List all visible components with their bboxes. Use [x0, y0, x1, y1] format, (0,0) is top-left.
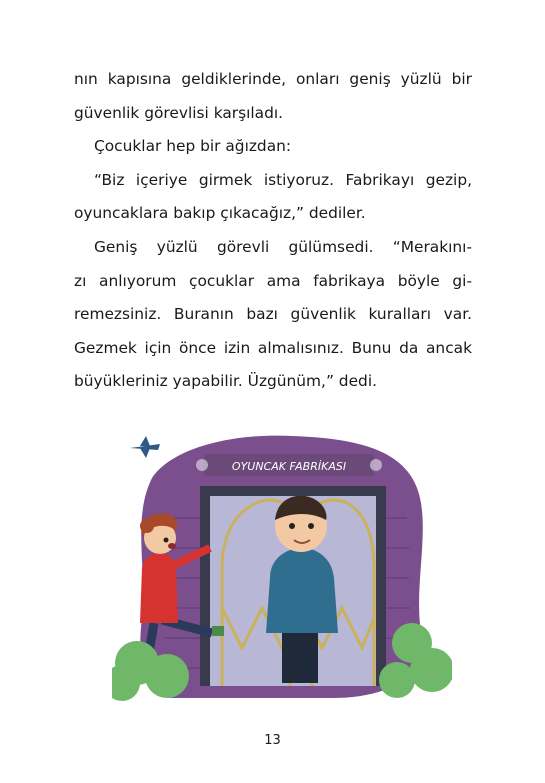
story-line: büyükleriniz yapabilir. Üzgünüm,” dedi. [74, 372, 377, 391]
sign-text: OYUNCAK FABRİKASI [231, 460, 347, 473]
story-line: zı anlıyorum çocuklar ama fabrikaya böyle gi- [74, 271, 472, 290]
story-line: Çocuklar hep bir ağızdan: [94, 137, 292, 156]
story-line: remezsiniz. Buranın bazı güvenlik kuralları var. [74, 305, 472, 324]
story-line: güvenlik görevlisi karşıladı. [74, 103, 284, 122]
airplane-icon [130, 436, 160, 458]
story-text [74, 63, 472, 399]
story-line: “Biz içeriye girmek istiyoruz. Fabrikayı gezip, [94, 170, 472, 189]
story-line: nın kapısına geldiklerinde, onları geniş yüzlü bir [74, 70, 472, 88]
story-line: Gezmek için önce izin almalısınız. Bunu da ancak [74, 338, 472, 357]
factory-sign [196, 454, 382, 476]
story-line: Geniş yüzlü görevli gülümsedi. “Merakını- [94, 237, 472, 256]
factory-gate-illustration [112, 408, 452, 708]
story-line: oyuncaklara bakıp çıkacağız,” dediler. [74, 204, 366, 223]
page-number: 13 [264, 733, 281, 748]
